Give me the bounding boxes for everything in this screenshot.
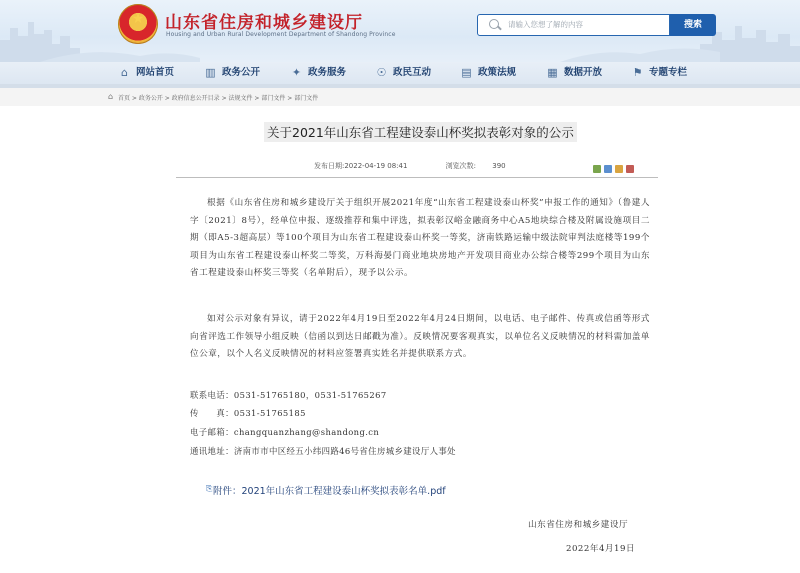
emblem-star-icon: ★ <box>131 11 145 27</box>
breadcrumb-home-icon: ⌂ <box>108 92 114 101</box>
building-icon: ▥ <box>205 66 216 79</box>
home-icon: ⌂ <box>121 66 128 79</box>
title-divider <box>176 177 658 178</box>
article-paragraph: 根据《山东省住房和城乡建设厅关于组织开展2021年度“山东省工程建设泰山杯奖”申报工作的通知》（鲁建人字〔2021〕8号），经单位申报、逐级推荐和集中评选，拟表彰汉峪金融商务中心A5地块综合楼及附属设施项目二期（即A5-3超高层）等100个项目为山东省工程建设泰山杯奖一等奖，济南铁路运输中级法院审判法庭楼等199个项目为山东省工程建设泰山杯奖二等奖，万科海晏门商业地块房地产开发项目商业办公综合楼等299个项目为山东省工程建设泰山杯奖三等奖（名单附后），现予以公示。 <box>190 198 650 279</box>
article-title: 关于2021年山东省工程建设泰山杯奖拟表彰对象的公示 <box>264 122 577 142</box>
views-label: 浏览次数: <box>445 162 477 170</box>
signature: 山东省住房和城乡建设厅 <box>528 520 629 530</box>
attachment-link[interactable]: 附件：2021年山东省工程建设泰山杯奖拟表彰名单.pdf <box>213 486 446 497</box>
contact-address: 通讯地址：济南市市中区经五小纬四路46号省住房城乡建设厅人事处 <box>190 446 456 456</box>
topic-icon: ⚑ <box>632 66 643 79</box>
data-icon: ▦ <box>547 66 558 79</box>
publish-date: 发布日期:2022-04-19 08:41 <box>314 162 408 170</box>
nav-item-government-affairs[interactable]: 政务公开 <box>222 67 261 78</box>
nav-item-services[interactable]: 政务服务 <box>308 67 347 78</box>
main-nav <box>0 62 800 84</box>
site-title: 山东省住房和城乡建设厅 <box>165 13 363 33</box>
contact-fax: 传 真：0531-51765185 <box>190 408 306 418</box>
article-meta <box>314 161 506 171</box>
share-icon[interactable] <box>604 165 612 173</box>
search-input[interactable]: 请输入您想了解的内容 <box>477 14 670 36</box>
article-tools <box>593 158 637 168</box>
nav-item-policy[interactable]: 政策法规 <box>478 67 517 78</box>
attachment-icon: ⎘ <box>206 484 213 493</box>
article-paragraph: 如对公示对象有异议，请于2022年4月19日至2022年4月24日期间，以电话、电子邮件、传真或信函等形式向省评选工作领导小组反映（信函以到达日邮戳为准）。反映情况要客观真实，以单位名义反映情况的材料需加盖单位公章，以个人名义反映情况的材料应签署真实姓名并提供联系方式。 <box>190 314 650 360</box>
breadcrumb[interactable]: 首页 > 政务公开 > 政府信息公开目录 > 法规文件 > 部门文件 > 部门文件 <box>118 95 319 102</box>
nav-item-topics[interactable]: 专题专栏 <box>649 67 688 78</box>
policy-icon: ▤ <box>461 66 472 79</box>
close-icon[interactable] <box>626 165 634 173</box>
nav-item-home[interactable]: 网站首页 <box>136 67 175 78</box>
interaction-icon: ☉ <box>376 66 387 79</box>
favorite-icon[interactable] <box>615 165 623 173</box>
nav-item-interaction[interactable]: 政民互动 <box>393 67 432 78</box>
site-header <box>0 0 800 62</box>
service-icon: ✦ <box>291 66 302 79</box>
nav-item-open-data[interactable]: 数据开放 <box>564 67 603 78</box>
signature-date: 2022年4月19日 <box>566 544 636 554</box>
search-icon <box>489 19 499 29</box>
print-icon[interactable] <box>593 165 601 173</box>
contact-phone: 联系电话：0531-51765180，0531-51765267 <box>190 390 387 400</box>
site-subtitle: Housing and Urban Rural Development Department of Shandong Province <box>166 31 396 38</box>
contact-email: 电子邮箱：changquanzhang@shandong.cn <box>190 427 380 437</box>
search-button[interactable]: 搜索 <box>670 14 716 36</box>
views-count: 390 <box>492 162 506 170</box>
